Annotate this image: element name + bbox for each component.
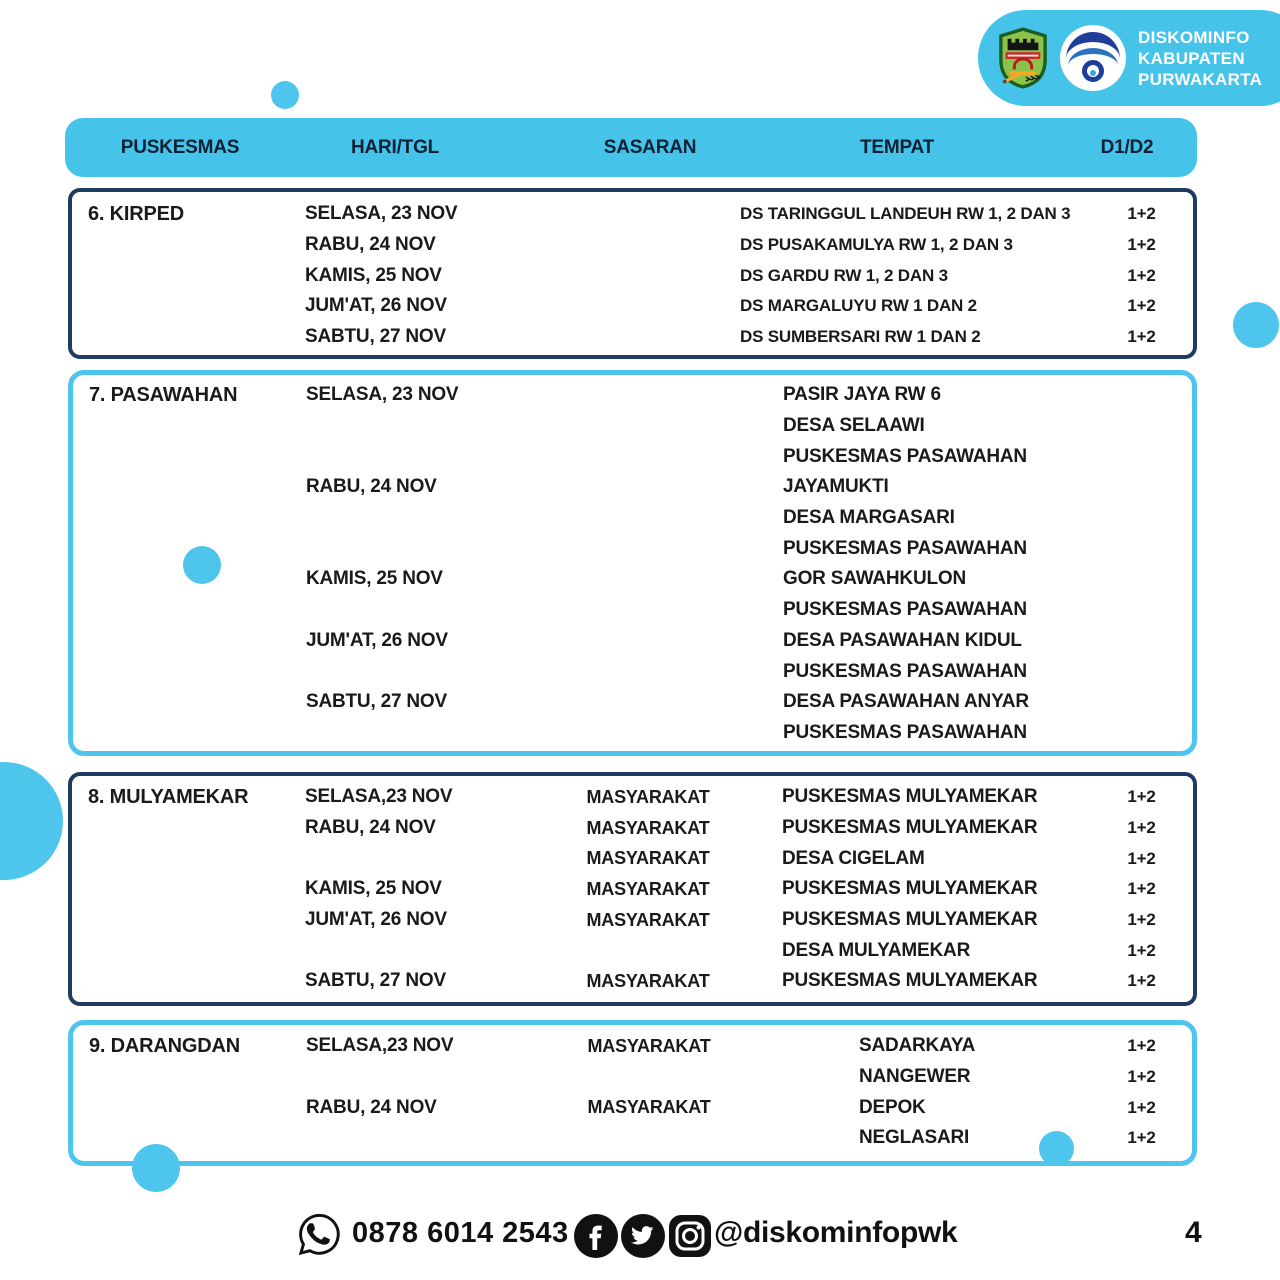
schedule-card-darangdan	[68, 1020, 1197, 1166]
puskesmas-name: 9. DARANGDAN	[89, 1034, 240, 1057]
column-header-tempat: TEMPAT	[859, 136, 935, 158]
purwakarta-crest-logo	[998, 27, 1048, 89]
location: PUSKESMAS MULYAMEKAR	[782, 786, 1038, 808]
schedule-row	[73, 533, 1192, 564]
schedule-row	[73, 1062, 1192, 1093]
schedule-date: SELASA,23 NOV	[305, 786, 453, 808]
location: DEPOK	[859, 1096, 926, 1118]
location: DS TARINGGUL LANDEUH RW 1, 2 DAN 3	[740, 204, 1071, 224]
schedule-row	[73, 1123, 1192, 1154]
target-group: MASYARAKAT	[586, 786, 710, 807]
decor-circle	[183, 546, 221, 584]
location: PUSKESMAS MULYAMEKAR	[782, 817, 1038, 839]
location: DESA PASAWAHAN KIDUL	[783, 629, 1022, 651]
schedule-date: RABU, 24 NOV	[305, 817, 436, 839]
puskesmas-name: 8. MULYAMEKAR	[88, 785, 249, 808]
schedule-row	[72, 260, 1193, 291]
brand-line-city: PURWAKARTA	[1138, 69, 1263, 89]
schedule-row	[73, 656, 1192, 687]
schedule-date: SELASA,23 NOV	[306, 1035, 454, 1057]
schedule-row	[73, 503, 1192, 534]
location: PUSKESMAS PASAWAHAN	[783, 537, 1027, 559]
location: PUSKESMAS PASAWAHAN	[783, 599, 1027, 621]
schedule-date: SELASA, 23 NOV	[306, 384, 459, 406]
location: DS SUMBERSARI RW 1 DAN 2	[740, 327, 981, 347]
decor-circle	[132, 1144, 180, 1192]
decor-circle	[271, 81, 299, 109]
dose-info: 1+2	[1127, 940, 1156, 960]
location: PUSKESMAS MULYAMEKAR	[782, 878, 1038, 900]
dose-info: 1+2	[1127, 1067, 1156, 1087]
location: PUSKESMAS MULYAMEKAR	[782, 909, 1038, 931]
schedule-date: RABU, 24 NOV	[305, 234, 436, 256]
schedule-row	[72, 230, 1193, 261]
schedule-card-pasawahan	[68, 370, 1197, 756]
schedule-date: SABTU, 27 NOV	[306, 691, 447, 713]
schedule-row	[72, 905, 1193, 936]
schedule-row	[73, 718, 1192, 749]
schedule-row	[73, 1031, 1192, 1062]
location: PUSKESMAS PASAWAHAN	[783, 721, 1027, 743]
dose-info: 1+2	[1127, 971, 1156, 991]
instagram-icon	[668, 1214, 712, 1263]
dose-info: 1+2	[1127, 296, 1156, 316]
whatsapp-number: 0878 6014 2543	[352, 1217, 569, 1249]
dose-info: 1+2	[1127, 204, 1156, 224]
schedule-date: SABTU, 27 NOV	[305, 970, 446, 992]
schedule-row	[72, 199, 1193, 230]
schedule-row	[72, 291, 1193, 322]
location: DESA MULYAMEKAR	[782, 939, 971, 961]
puskesmas-name: 6. KIRPED	[88, 202, 185, 225]
schedule-date: KAMIS, 25 NOV	[305, 264, 442, 286]
location: DESA PASAWAHAN ANYAR	[783, 691, 1029, 713]
column-header-d1-d2: D1/D2	[1100, 136, 1154, 158]
dose-info: 1+2	[1127, 265, 1156, 285]
schedule-date: JUM'AT, 26 NOV	[305, 295, 447, 317]
schedule-row	[73, 441, 1192, 472]
dose-info: 1+2	[1127, 818, 1156, 838]
dose-info: 1+2	[1127, 1128, 1156, 1148]
schedule-card-mulyamekar	[68, 772, 1197, 1006]
schedule-date: KAMIS, 25 NOV	[305, 878, 442, 900]
location: DS PUSAKAMULYA RW 1, 2 DAN 3	[740, 235, 1013, 255]
dose-info: 1+2	[1127, 235, 1156, 255]
brand-line-agency: DISKOMINFO	[1138, 27, 1250, 47]
column-header-sasaran: SASARAN	[603, 136, 697, 158]
location: DS MARGALUYU RW 1 DAN 2	[740, 296, 977, 316]
location: DS GARDU RW 1, 2 DAN 3	[740, 265, 948, 285]
location: PUSKESMAS MULYAMEKAR	[782, 970, 1038, 992]
schedule-card-kirped	[68, 188, 1197, 359]
schedule-date: SELASA, 23 NOV	[305, 203, 458, 225]
column-header-hari-tgl: HARI/TGL	[350, 136, 440, 158]
schedule-row	[73, 595, 1192, 626]
schedule-date: KAMIS, 25 NOV	[306, 568, 443, 590]
location: PASIR JAYA RW 6	[783, 384, 941, 406]
dose-info: 1+2	[1127, 1036, 1156, 1056]
page-number: 4	[1185, 1216, 1202, 1249]
location: PUSKESMAS PASAWAHAN	[783, 660, 1027, 682]
schedule-row	[72, 322, 1193, 353]
twitter-icon	[621, 1214, 665, 1263]
location: DESA MARGASARI	[783, 507, 955, 529]
facebook-icon	[574, 1214, 618, 1263]
brand-badge	[978, 10, 1280, 106]
dose-info: 1+2	[1127, 1097, 1156, 1117]
location: GOR SAWAHKULON	[783, 568, 966, 590]
target-group: MASYARAKAT	[586, 817, 710, 838]
schedule-row	[73, 564, 1192, 595]
schedule-row	[72, 935, 1193, 966]
location: PUSKESMAS PASAWAHAN	[783, 445, 1027, 467]
dose-info: 1+2	[1127, 327, 1156, 347]
whatsapp-icon	[296, 1211, 343, 1263]
location: SADARKAYA	[859, 1035, 976, 1057]
location: DESA SELAAWI	[783, 415, 925, 437]
decor-circle	[1039, 1131, 1074, 1166]
social-handle: @diskominfopwk	[714, 1216, 958, 1249]
schedule-row	[72, 813, 1193, 844]
brand-line-region: KABUPATEN	[1138, 48, 1245, 68]
kominfo-logo	[1060, 25, 1126, 91]
schedule-row	[73, 1092, 1192, 1123]
decor-circle	[0, 762, 63, 880]
schedule-row	[72, 966, 1193, 997]
table-header	[65, 118, 1197, 177]
decor-circle	[1233, 302, 1279, 348]
schedule-date: JUM'AT, 26 NOV	[305, 909, 447, 931]
location: DESA CIGELAM	[782, 847, 925, 869]
schedule-row	[73, 380, 1192, 411]
dose-info: 1+2	[1127, 787, 1156, 807]
brand-title	[1138, 27, 1262, 90]
location: JAYAMUKTI	[783, 476, 889, 498]
dose-info: 1+2	[1127, 879, 1156, 899]
schedule-row	[72, 874, 1193, 905]
schedule-row	[73, 626, 1192, 657]
schedule-row	[73, 687, 1192, 718]
dose-info: 1+2	[1127, 910, 1156, 930]
schedule-row	[72, 843, 1193, 874]
schedule-row	[73, 472, 1192, 503]
target-group: MASYARAKAT	[586, 909, 710, 930]
location: NEGLASARI	[859, 1127, 970, 1149]
location: NANGEWER	[859, 1066, 971, 1088]
target-group: MASYARAKAT	[587, 1035, 711, 1056]
target-group: MASYARAKAT	[586, 970, 710, 991]
schedule-date: SABTU, 27 NOV	[305, 326, 446, 348]
target-group: MASYARAKAT	[586, 848, 710, 869]
puskesmas-name: 7. PASAWAHAN	[89, 383, 238, 406]
schedule-row	[72, 782, 1193, 813]
target-group: MASYARAKAT	[587, 1097, 711, 1118]
schedule-row	[73, 411, 1192, 442]
column-header-puskesmas: PUSKESMAS	[120, 136, 240, 158]
target-group: MASYARAKAT	[586, 878, 710, 899]
schedule-date: RABU, 24 NOV	[306, 476, 437, 498]
schedule-date: RABU, 24 NOV	[306, 1096, 437, 1118]
schedule-date: JUM'AT, 26 NOV	[306, 629, 448, 651]
dose-info: 1+2	[1127, 848, 1156, 868]
